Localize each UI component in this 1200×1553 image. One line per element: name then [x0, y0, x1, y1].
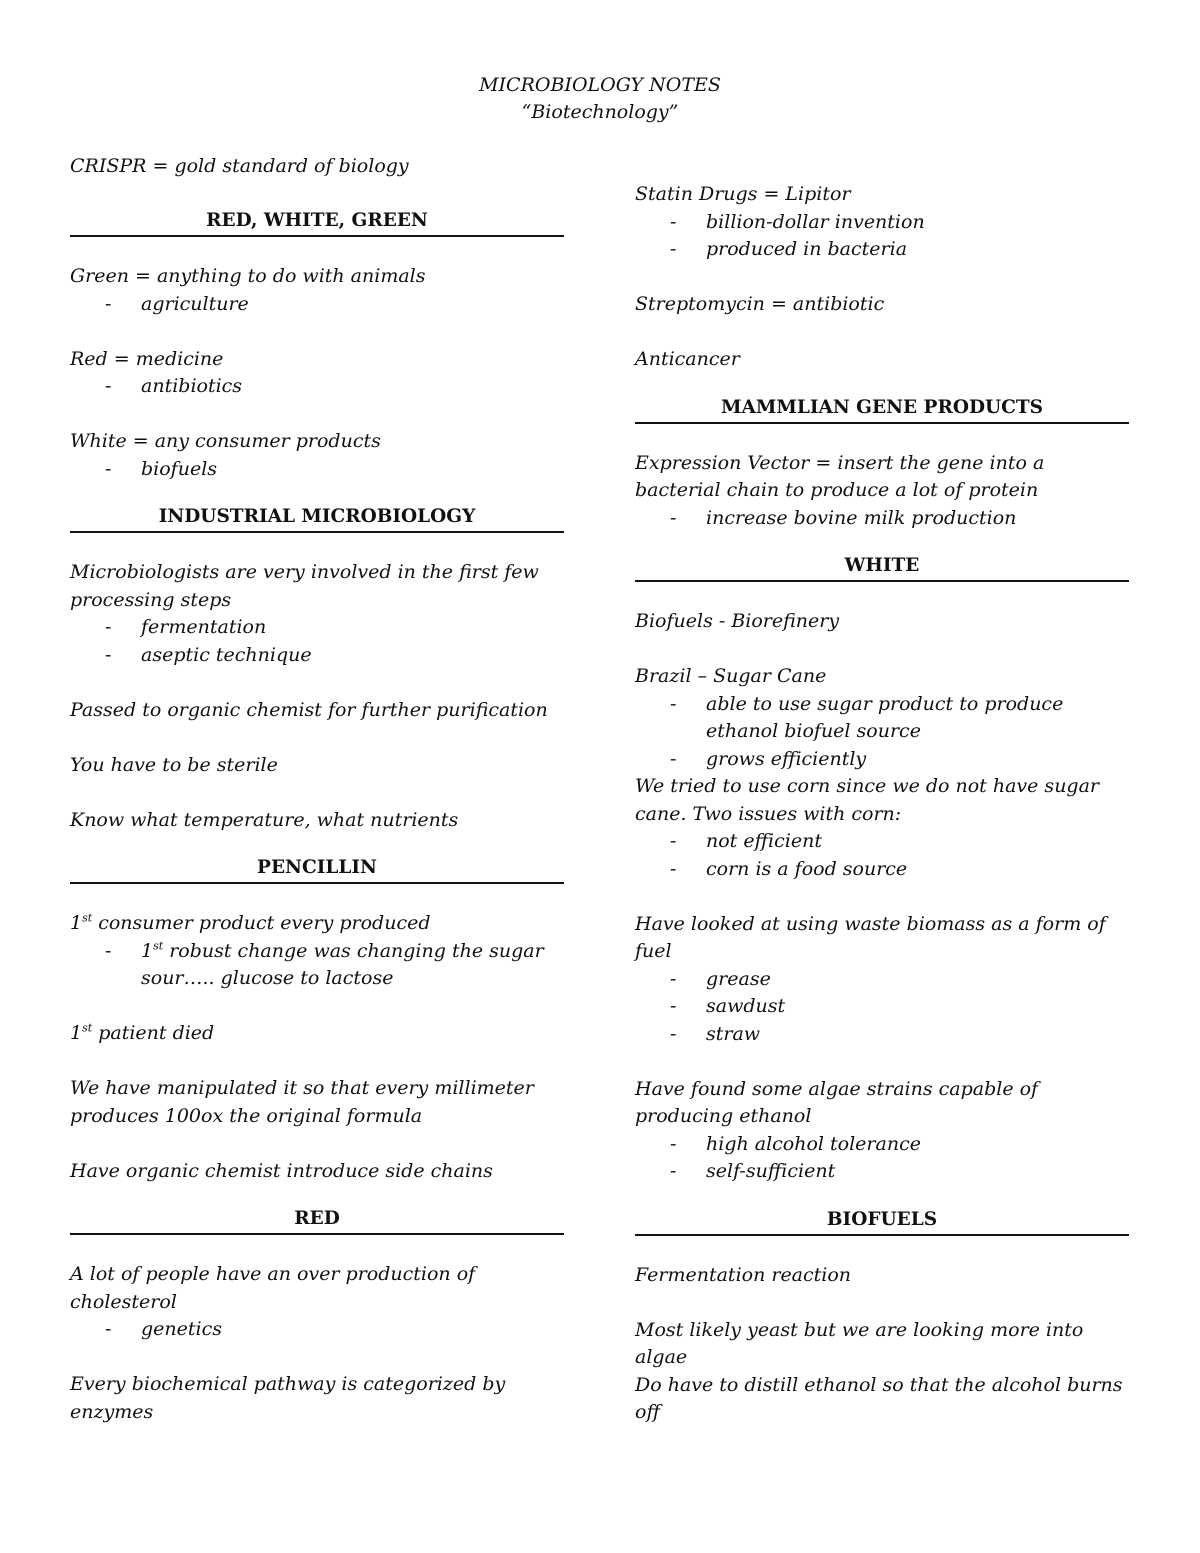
list-item: - able to use sugar product to produce ethanol biofuel source [670, 692, 1064, 742]
waste-biomass-note-line1: Have looked at using waste biomass as a form of [635, 912, 1106, 935]
purification-note: Passed to organic chemist for further purification [70, 698, 548, 721]
bullet-dash: - [105, 939, 112, 962]
list-item: - sawdust [635, 993, 1129, 1021]
bullet-dash: - [670, 692, 677, 715]
bullet-dash: - [105, 375, 112, 397]
bullet-dash: - [105, 616, 112, 638]
side-chains-note: Have organic chemist introduce side chains [70, 1159, 493, 1182]
distill-note-line1: Do have to distill ethanol so that the alcohol burns [635, 1373, 1123, 1396]
waste-biomass-note-line2: fuel [635, 940, 672, 962]
enzymes-note-line1: Every biochemical pathway is categorized by [70, 1373, 506, 1395]
bullet-dash: - [670, 210, 677, 233]
right-column [635, 181, 1129, 1427]
list-item: - produced in bacteria [635, 236, 1129, 264]
bullet-dash: - [105, 1318, 112, 1340]
bullet-dash: - [670, 1160, 677, 1182]
bullet-dash: - [105, 643, 112, 666]
left-column [70, 153, 564, 1426]
bullet-dash: - [670, 238, 677, 260]
bullet-dash: - [105, 457, 112, 480]
patient-note: 1st patient died [70, 1021, 215, 1044]
enzymes-note-line2: enzymes [70, 1400, 154, 1423]
list-item: - biofuels [70, 456, 564, 484]
list-item: - aseptic technique [70, 642, 564, 670]
section-heading-red: RED [70, 1206, 564, 1235]
cholesterol-note-line1: A lot of people have an over production of [70, 1263, 476, 1285]
list-item: - agriculture [70, 291, 564, 319]
list-item: - grows efficiently [635, 746, 1129, 774]
algae-note-line2: producing ethanol [635, 1105, 812, 1127]
list-item: - genetics [70, 1316, 564, 1344]
bullet-dash: - [670, 747, 677, 770]
cholesterol-note-line2: cholesterol [70, 1290, 177, 1313]
bullet-dash: - [105, 292, 112, 315]
list-item: - increase bovine milk production [635, 505, 1129, 533]
bullet-dash: - [670, 1022, 677, 1045]
distill-note-line2: off [635, 1401, 660, 1423]
section-heading-mammalian-gene-products: MAMMLIAN GENE PRODUCTS [635, 395, 1129, 424]
algae-note-line1: Have found some algae strains capable of [635, 1077, 1039, 1100]
section-heading-biofuels: BIOFUELS [635, 1207, 1129, 1236]
sterile-note: You have to be sterile [70, 753, 278, 776]
red-note: Red = medicine [70, 347, 224, 370]
bullet-dash: - [670, 506, 677, 529]
document-title: MICROBIOLOGY NOTES [479, 74, 721, 96]
expression-vector-note-line2: bacterial chain to produce a lot of protein [635, 479, 1039, 501]
section-heading-white: WHITE [635, 553, 1129, 582]
microbiologists-note-line1: Microbiologists are very involved in the first few [70, 561, 539, 583]
crispr-note: CRISPR = gold standard of biology [70, 155, 409, 177]
corn-note-line1: We tried to use corn since we do not have sugar [635, 775, 1099, 797]
temperature-note: Know what temperature, what nutrients [70, 808, 459, 831]
white-note: White = any consumer products [70, 430, 381, 452]
list-item: - fermentation [70, 614, 564, 642]
list-item: - straw [635, 1021, 1129, 1049]
manipulated-note-line2: produces 100ox the original formula [70, 1104, 423, 1127]
list-item: - antibiotics [70, 373, 564, 401]
brazil-note: Brazil – Sugar Cane [635, 665, 827, 687]
section-heading-industrial-microbiology: INDUSTRIAL MICROBIOLOGY [70, 504, 564, 533]
list-item: - high alcohol tolerance [635, 1131, 1129, 1159]
yeast-note-line1: Most likely yeast but we are looking more into [635, 1318, 1084, 1341]
bullet-dash: - [670, 830, 677, 852]
list-item: - grease [635, 966, 1129, 994]
list-item: - corn is a food source [635, 856, 1129, 884]
streptomycin-note: Streptomycin = antibiotic [635, 293, 885, 315]
first-product-note: 1st consumer product every produced [70, 911, 431, 934]
anticancer-note: Anticancer [635, 348, 740, 370]
expression-vector-note-line1: Expression Vector = insert the gene into a [635, 451, 1045, 474]
bullet-dash: - [670, 857, 677, 880]
manipulated-note-line1: We have manipulated it so that every millimeter [70, 1077, 534, 1099]
fermentation-note: Fermentation reaction [635, 1263, 852, 1286]
document-header [0, 72, 1200, 126]
biorefinery-note: Biofuels - Biorefinery [635, 610, 840, 632]
statin-note: Statin Drugs = Lipitor [635, 183, 851, 205]
list-item: - billion-dollar invention [635, 209, 1129, 237]
section-heading-pencillin: PENCILLIN [70, 855, 564, 884]
corn-note-line2: cane. Two issues with corn: [635, 802, 902, 825]
section-heading-red-white-green: RED, WHITE, GREEN [70, 208, 564, 237]
list-item: - 1st robust change was changing the sugar sour….. glucose to lactose [105, 939, 544, 989]
bullet-dash: - [670, 995, 677, 1017]
list-item: - self-sufficient [635, 1158, 1129, 1186]
bullet-dash: - [670, 1132, 677, 1155]
bullet-dash: - [670, 967, 677, 990]
microbiologists-note-line2: processing steps [70, 588, 232, 611]
green-note: Green = anything to do with animals [70, 265, 426, 287]
yeast-note-line2: algae [635, 1346, 688, 1368]
list-item: - not efficient [635, 828, 1129, 856]
document-subtitle: “Biotechnology” [521, 101, 679, 123]
